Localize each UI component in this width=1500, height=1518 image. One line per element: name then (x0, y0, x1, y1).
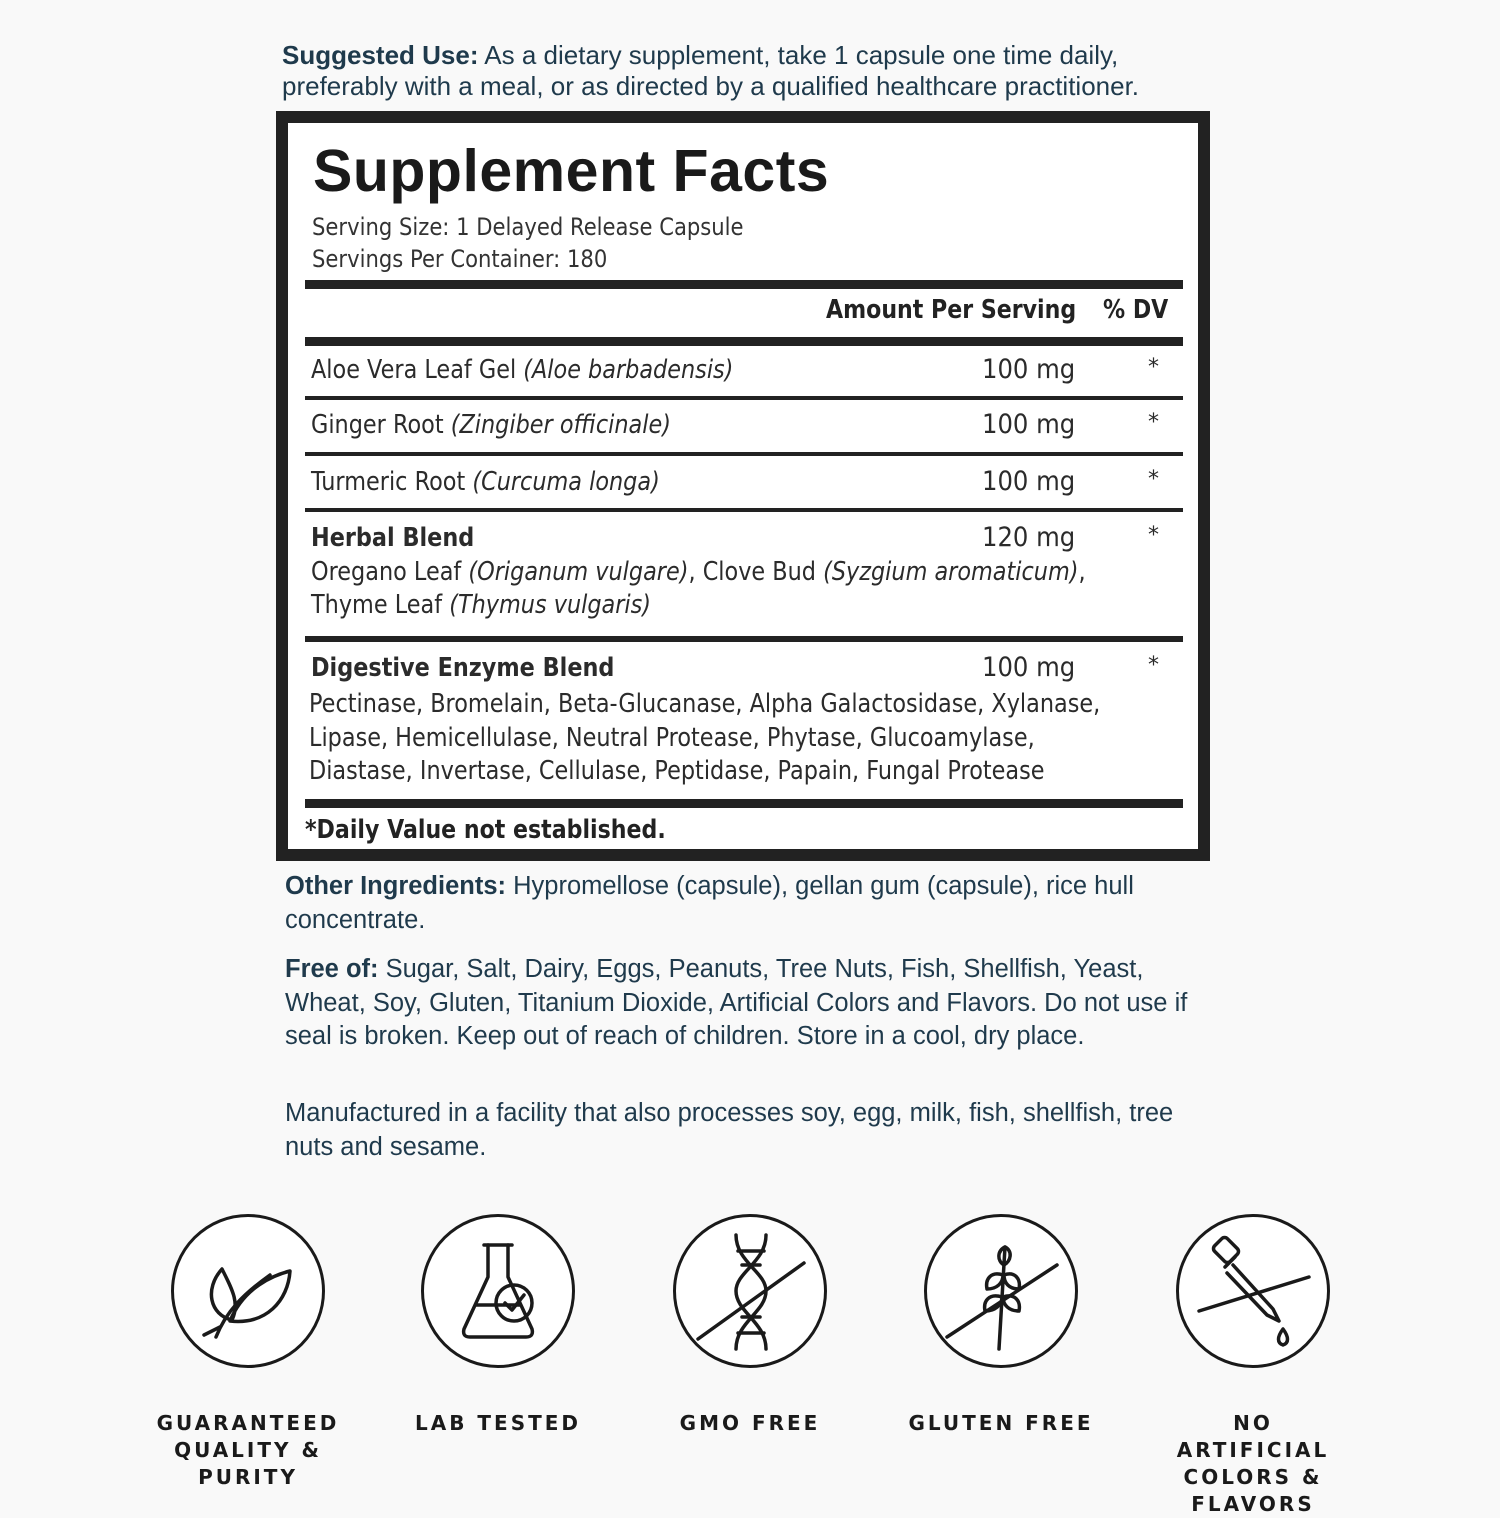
badge-label: GUARANTEED QUALITY & PURITY (156, 1411, 340, 1489)
enzyme-blend-components: Diastase, Invertase, Cellulase, Peptidase, Papain, Fungal Protease (309, 756, 1045, 786)
col-amount-header: Amount Per Serving (826, 295, 1077, 325)
suggested-use-text: As a dietary supplement, take 1 capsule one time daily, preferably with a meal, or as directed by a qualified healthcare practitioner. (282, 40, 1140, 101)
ingredient-amount: 100 mg (982, 466, 1076, 497)
free-of: Free of: Sugar, Salt, Dairy, Eggs, Peanuts, Tree Nuts, Fish, Shellfish, Yeast, Wheat, Soy, Gluten, Titanium Dioxide, Artificial Colors and Flavors. Do not use if seal is broken. Keep out of reach of children. Store in a cool, dry place. (285, 955, 1188, 1050)
no-wheat-icon (924, 1214, 1078, 1368)
ingredient-amount: 100 mg (982, 409, 1076, 440)
divider-thick (305, 799, 1183, 808)
herbal-blend-name: Herbal Blend (311, 523, 475, 553)
divider (305, 508, 1183, 512)
enzyme-blend-components: Pectinase, Bromelain, Beta-Glucanase, Alpha Galactosidase, Xylanase, (309, 689, 1101, 719)
ingredient-dv: * (1148, 467, 1159, 492)
herbal-blend-amount: 120 mg (982, 522, 1076, 553)
facts-title: Supplement Facts (313, 138, 830, 204)
enzyme-blend-amount: 100 mg (982, 652, 1076, 683)
badge-no-artificial (1153, 1214, 1353, 1518)
divider (305, 452, 1183, 456)
badge-gmo-free (650, 1214, 850, 1437)
other-ingredients: Other Ingredients: Hypromellose (capsule), gellan gum (capsule), rice hull concentrate. (285, 872, 1134, 934)
suggested-use (282, 40, 1222, 102)
badge-gluten-free (901, 1214, 1101, 1437)
badge-label: LAB TESTED (414, 1411, 582, 1435)
ingredient-dv: * (1148, 410, 1159, 435)
no-dna-icon (673, 1214, 827, 1368)
enzyme-blend-dv: * (1148, 653, 1159, 678)
ingredient-name: Turmeric Root (Curcuma longa) (311, 467, 660, 497)
servings-per-container: Servings Per Container: 180 (312, 245, 608, 273)
divider (305, 396, 1183, 400)
badge-label: GMO FREE (679, 1411, 821, 1435)
divider-thick (305, 337, 1183, 346)
herbal-blend-dv: * (1148, 523, 1159, 548)
suggested-use-label: Suggested Use: (282, 40, 479, 70)
no-dropper-icon (1176, 1214, 1330, 1368)
ingredient-name: Aloe Vera Leaf Gel (Aloe barbadensis) (311, 355, 734, 385)
ingredient-amount: 100 mg (982, 354, 1076, 385)
ingredient-dv: * (1148, 355, 1159, 380)
divider (305, 636, 1183, 642)
ingredient-name: Ginger Root (Zingiber officinale) (311, 410, 671, 440)
badge-lab-tested (398, 1214, 598, 1437)
badge-label: GLUTEN FREE (908, 1411, 1094, 1435)
col-dv-header: % DV (1103, 295, 1169, 325)
enzyme-blend-components: Lipase, Hemicellulase, Neutral Protease, Phytase, Glucoamylase, (309, 723, 1035, 753)
badge-quality (148, 1214, 348, 1491)
flask-check-icon (421, 1214, 575, 1368)
badge-label: NO ARTIFICIAL COLORS & FLAVORS (1176, 1411, 1330, 1516)
supplement-facts-panel (276, 111, 1210, 861)
divider-thick (305, 280, 1183, 289)
herbal-blend-components: Oregano Leaf (Origanum vulgare), Clove Bud (Syzgium aromaticum), (311, 557, 1086, 587)
enzyme-blend-name: Digestive Enzyme Blend (311, 653, 615, 683)
serving-size: Serving Size: 1 Delayed Release Capsule (312, 213, 744, 241)
manufactured-notice: Manufactured in a facility that also processes soy, egg, milk, fish, shellfish, tree nuts and sesame. (285, 1099, 1174, 1161)
herbal-blend-components: Thyme Leaf (Thymus vulgaris) (311, 590, 652, 620)
serving-info (312, 211, 744, 275)
daily-value-footnote: *Daily Value not established. (305, 815, 666, 845)
leaf-icon (171, 1214, 325, 1368)
